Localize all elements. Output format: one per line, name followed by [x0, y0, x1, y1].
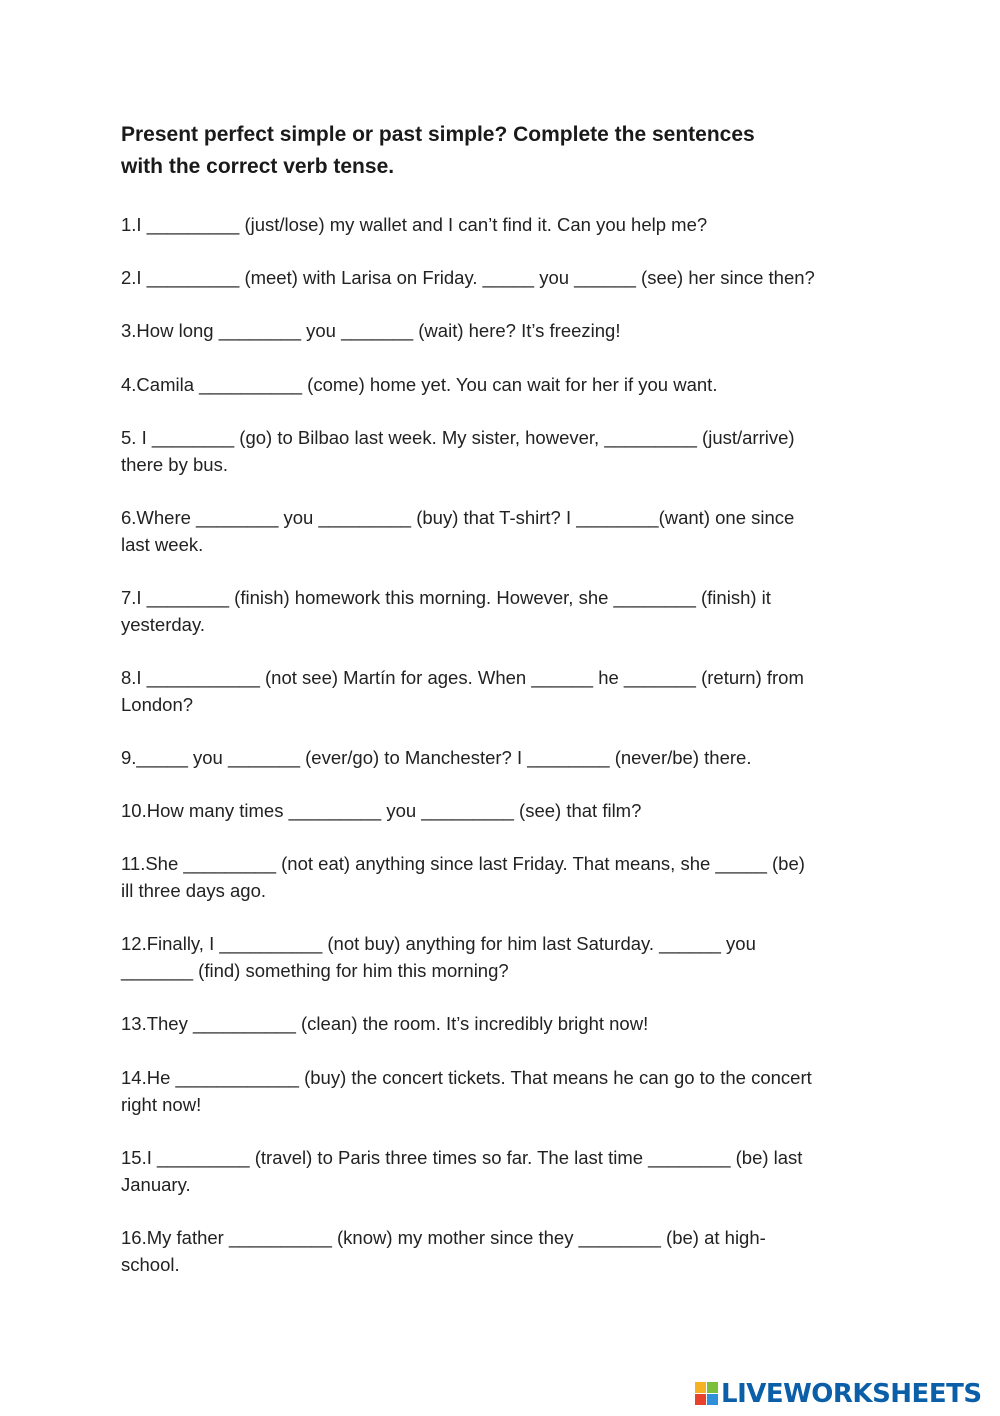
logo-block [695, 1382, 706, 1393]
title-line: with the correct verb tense. [121, 155, 395, 178]
logo-block [707, 1382, 718, 1393]
liveworksheets-logo[interactable] [695, 1372, 982, 1416]
worksheet-title [121, 119, 881, 183]
exercise-8 [121, 665, 881, 718]
exercise-line: 10.How many times _________ you _________ (see) that film? [121, 800, 642, 821]
exercise-line: 7.I ________ (finish) homework this morning. However, she ________ (finish) it [121, 587, 771, 608]
exercise-5 [121, 425, 881, 478]
exercise-line: London? [121, 693, 194, 715]
exercise-line: 4.Camila __________ (come) home yet. You can wait for her if you want. [121, 374, 718, 395]
logo-blocks-icon [695, 1382, 719, 1406]
exercise-line: 13.They __________ (clean) the room. It’s incredibly bright now! [121, 1013, 649, 1034]
exercise-line: _______ (find) something for him this morning? [121, 959, 509, 981]
exercise-3 [121, 318, 881, 345]
exercise-line: January. [121, 1173, 191, 1195]
exercise-12 [121, 931, 881, 984]
exercise-line: right now! [121, 1093, 202, 1115]
exercise-line: 16.My father __________ (know) my mother since they ________ (be) at high- [121, 1227, 766, 1248]
logo-block [707, 1394, 718, 1405]
exercise-line: 1.I _________ (just/lose) my wallet and I can’t find it. Can you help me? [121, 214, 708, 235]
exercise-line: 3.How long ________ you _______ (wait) here? It’s freezing! [121, 320, 621, 341]
exercise-line: ill three days ago. [121, 879, 267, 901]
exercise-line: school. [121, 1253, 180, 1275]
exercise-16 [121, 1225, 881, 1278]
exercise-11 [121, 851, 881, 904]
exercise-7 [121, 585, 881, 638]
exercise-line: there by bus. [121, 453, 228, 475]
exercise-line: 2.I _________ (meet) with Larisa on Friday. _____ you ______ (see) her since then? [121, 267, 815, 288]
exercise-line: 12.Finally, I __________ (not buy) anything for him last Saturday. ______ you [121, 933, 756, 954]
exercise-line: 6.Where ________ you _________ (buy) that T-shirt? I ________(want) one since [121, 507, 795, 528]
exercise-1 [121, 212, 881, 239]
exercise-line: 15.I _________ (travel) to Paris three times so far. The last time ________ (be) last [121, 1147, 803, 1168]
exercise-line: 11.She _________ (not eat) anything since last Friday. That means, she _____ (be) [121, 853, 805, 874]
exercise-line: last week. [121, 533, 204, 555]
exercise-9 [121, 745, 881, 772]
exercise-line: 8.I ___________ (not see) Martín for ages. When ______ he _______ (return) from [121, 667, 804, 688]
exercise-10 [121, 798, 881, 825]
exercise-line: yesterday. [121, 613, 205, 635]
exercise-4 [121, 372, 881, 399]
logo-text: LIVEWORKSHEETS [721, 1379, 982, 1409]
logo-block [695, 1394, 706, 1405]
exercise-14 [121, 1065, 881, 1118]
exercise-line: 5. I ________ (go) to Bilbao last week. My sister, however, _________ (just/arrive) [121, 427, 795, 448]
exercise-13 [121, 1011, 881, 1038]
exercise-line: 9._____ you _______ (ever/go) to Manchester? I ________ (never/be) there. [121, 747, 752, 768]
title-line: Present perfect simple or past simple? Complete the sentences [121, 123, 755, 146]
exercise-line: 14.He ____________ (buy) the concert tickets. That means he can go to the concert [121, 1067, 812, 1088]
exercise-6 [121, 505, 881, 558]
exercise-15 [121, 1145, 881, 1198]
exercise-2 [121, 265, 881, 292]
